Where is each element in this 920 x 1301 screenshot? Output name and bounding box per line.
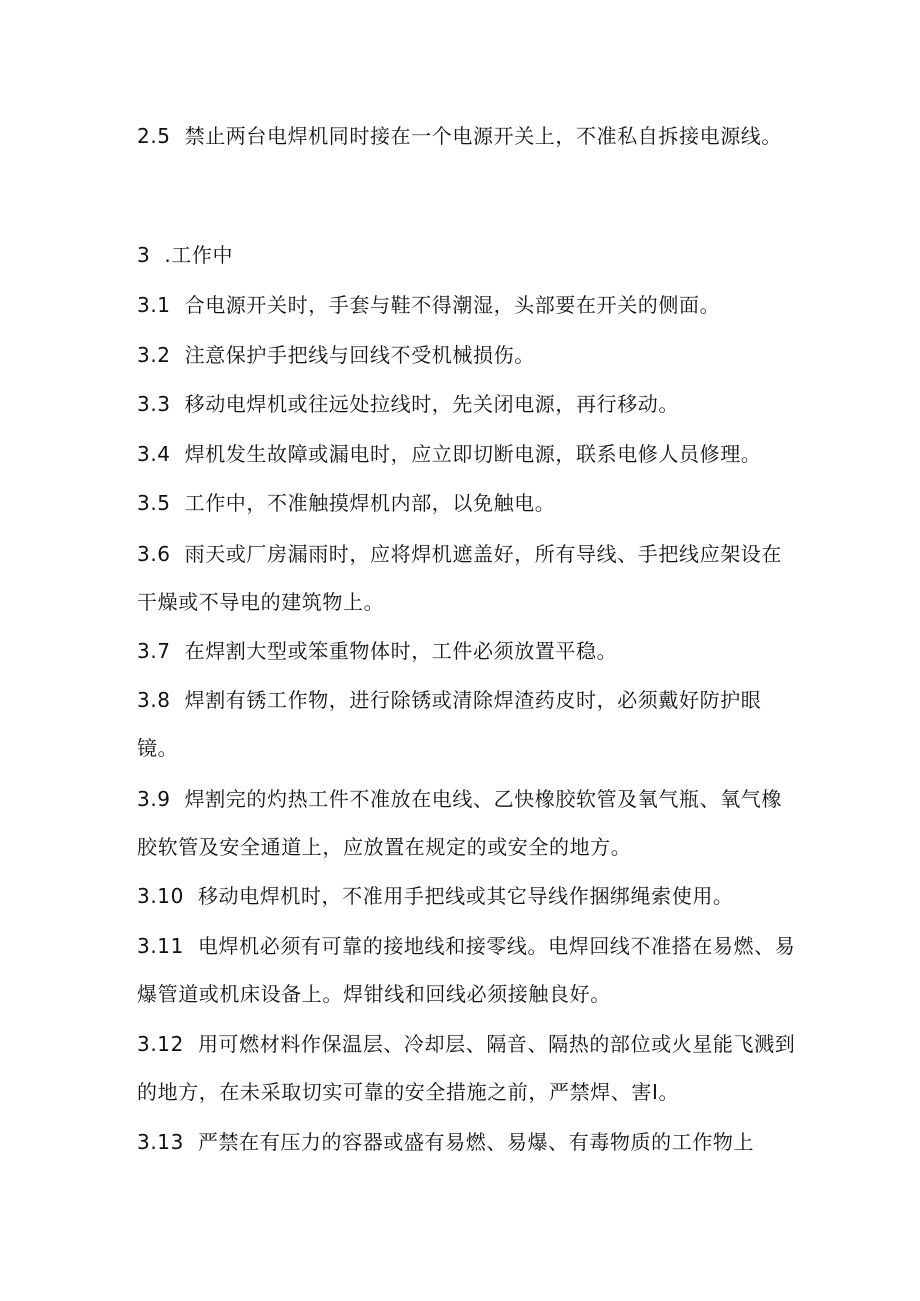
paragraph-3-6 [137,530,797,626]
item-text: 焊割完的灼热工件不准放在电线、乙快橡胶软管及氧气瓶、氧气橡胶软管及安全通道上，应放置在规定的或安全的地方。 [137,787,783,859]
paragraph-3-8 [137,676,797,772]
paragraph-3-1 [137,290,797,320]
item-number: 3.6 [137,542,171,566]
item-text: 雨天或厂房漏雨时，应将焊机遮盖好，所有导线、手把线应架设在干燥或不导电的建筑物上。 [137,542,783,614]
item-number: 3.13 [137,1130,184,1154]
item-number: 3.5 [137,491,171,515]
item-text: 移动电焊机或往远处拉线时，先关闭电源，再行移动。 [184,392,680,416]
paragraph-3-5 [137,488,797,518]
paragraph-3-7 [137,636,797,666]
item-number: 3.12 [137,1032,184,1056]
section-heading-3 [137,240,797,270]
paragraph-3-2 [137,340,797,370]
item-number: 3.4 [137,442,171,466]
paragraph-3-13 [137,1127,797,1157]
item-number: 3.7 [137,639,171,663]
item-text: 禁止两台电焊机同时接在一个电源开关上，不准私自拆接电源线。 [184,124,783,148]
paragraph-3-12 [137,1020,797,1116]
item-number: 3.2 [137,343,171,367]
paragraph-3-9 [137,775,797,871]
item-number: 3 [137,243,151,267]
item-text: 用可燃材料作保温层、冷却层、隔音、隔热的部位或火星能飞溅到的地方，在未采取切实可靠的安全措施之前，严禁焊、害I。 [137,1032,796,1104]
item-number: 3.1 [137,293,171,317]
item-text: 注意保护手把线与回线不受机械损伤。 [184,343,535,367]
item-text: 严禁在有压力的容器或盛有易燃、易爆、有毒物质的工作物上 [197,1130,755,1154]
item-text: 焊机发生故障或漏电时，应立即切断电源，联系电修人员修理。 [184,442,762,466]
item-number: 3.9 [137,787,171,811]
paragraph-2-5 [137,121,797,151]
item-text: 合电源开关时，手套与鞋不得潮湿，头部要在开关的侧面。 [184,293,721,317]
item-number: 3.10 [137,884,184,908]
item-number: 3.3 [137,392,171,416]
paragraph-3-4 [137,439,797,469]
item-text: 在焊割大型或笨重物体时，工件必须放置平稳。 [184,639,618,663]
item-text: 电焊机必须有可靠的接地线和接零线。电焊回线不准搭在易燃、易爆管道或机床设备上。焊钳线和回线必须接触良好。 [137,934,796,1006]
item-number: 2.5 [137,124,171,148]
paragraph-3-11 [137,922,797,1018]
item-number: 3.11 [137,934,184,958]
item-text: .工作中 [164,243,234,267]
item-text: 工作中，不准触摸焊机内部，以免触电。 [184,491,556,515]
paragraph-3-3 [137,389,797,419]
item-text: 移动电焊机时，不准用手把线或其它导线作捆绑绳索使用。 [197,884,734,908]
paragraph-3-10 [137,881,797,911]
item-text: 焊割有锈工作物，进行除锈或清除焊渣药皮时，必须戴好防护眼镜。 [137,688,762,760]
item-number: 3.8 [137,688,171,712]
